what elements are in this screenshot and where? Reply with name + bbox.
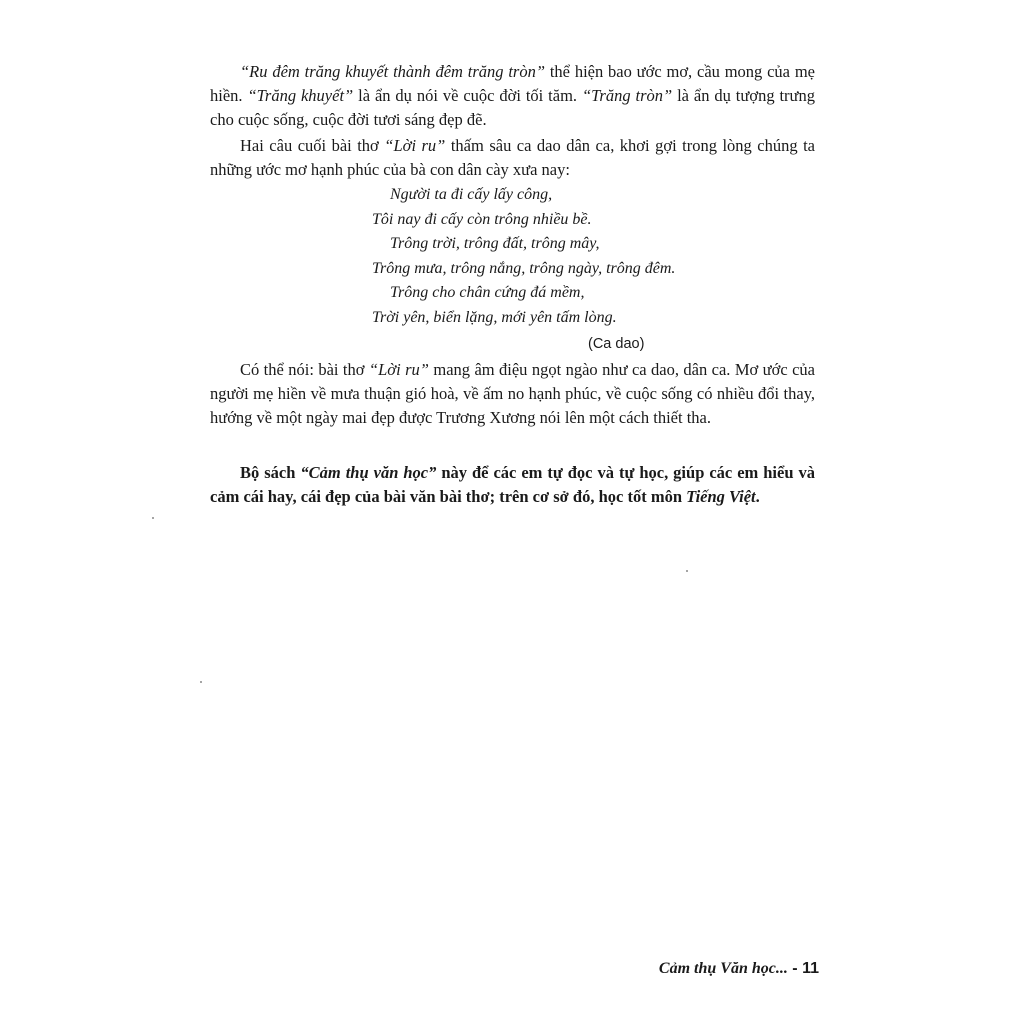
text-run: . xyxy=(755,487,760,506)
paragraph-intro xyxy=(210,60,815,132)
paragraph-three xyxy=(210,358,815,430)
scan-speck xyxy=(686,570,688,572)
page-footer xyxy=(659,960,819,978)
closing-paragraph xyxy=(210,461,815,509)
paragraph-intro-text xyxy=(210,60,815,132)
text-run: là ẩn dụ tượng trưng cho cuộc sống, cuộc đời tươi sáng đẹp đẽ. xyxy=(210,86,815,129)
scan-speck xyxy=(152,517,154,519)
text-run: này để các em tự đọc và tự học, giúp các em hiểu và cảm cái hay, cái đẹp của bài văn bài thơ; trên cơ sở đó, học tốt môn xyxy=(210,463,815,506)
poem-line: Tôi nay đi cấy còn trông nhiều bề. xyxy=(372,210,592,228)
paragraph-two-text xyxy=(210,134,815,182)
poem-line: Trông cho chân cứng đá mềm, xyxy=(390,284,585,301)
quote-cam-thu-van-hoc: “Cảm thụ văn học” xyxy=(300,463,437,482)
poem-line: Trông trời, trông đất, trông mây, xyxy=(390,235,600,252)
footer-separator: - xyxy=(787,960,803,977)
footer-series-title: Cảm thụ Văn học... xyxy=(658,960,788,977)
text-run: Có thể nói: bài thơ xyxy=(240,360,369,379)
text-run: thể hiện bao ước mơ, cầu mong của mẹ hiền. xyxy=(210,62,815,105)
poem-line: Trời yên, biển lặng, mới yên tấm lòng. xyxy=(372,308,617,326)
poem-line: Trông mưa, trông nắng, trông ngày, trông đêm. xyxy=(372,259,676,277)
paragraph-two xyxy=(210,134,815,182)
closing-paragraph-text xyxy=(210,461,815,509)
quote-loi-ru: “Lời ru” xyxy=(384,136,446,155)
poem-block xyxy=(360,183,675,330)
paragraph-three-text xyxy=(210,358,815,430)
text-run: Bộ sách xyxy=(240,463,301,482)
page-number: 11 xyxy=(802,960,819,977)
quote-loi-ru: “Lời ru” xyxy=(368,360,429,379)
poem-source: (Ca dao) xyxy=(588,336,645,352)
text-run: Hai câu cuối bài thơ xyxy=(240,136,385,155)
text-run: mang âm điệu ngọt ngào như ca dao, dân ca. Mơ ước của người mẹ hiền về mưa thuận gió hoà, về ấm no hạnh phúc, về cuộc sống có nhiều đổi thay, hướng về một ngày mai đẹp được Trương Xương nói lên một cách thiết tha. xyxy=(210,360,815,427)
quote-trang-tron: “Trăng tròn” xyxy=(581,86,673,105)
quote-ru-dem: “Ru đêm trăng khuyết thành đêm trăng tròn” xyxy=(240,62,546,81)
subject-tieng-viet: Tiếng Việt xyxy=(686,487,756,506)
poem-line: Người ta đi cấy lấy công, xyxy=(390,186,553,203)
text-run: thấm sâu ca dao dân ca, khơi gợi trong lòng chúng ta những ước mơ hạnh phúc của bà con dân cày xưa nay: xyxy=(210,136,815,179)
text-run: là ẩn dụ nói về cuộc đời tối tăm. xyxy=(353,86,582,105)
scan-speck xyxy=(200,681,202,683)
quote-trang-khuyet: “Trăng khuyết” xyxy=(247,86,354,105)
